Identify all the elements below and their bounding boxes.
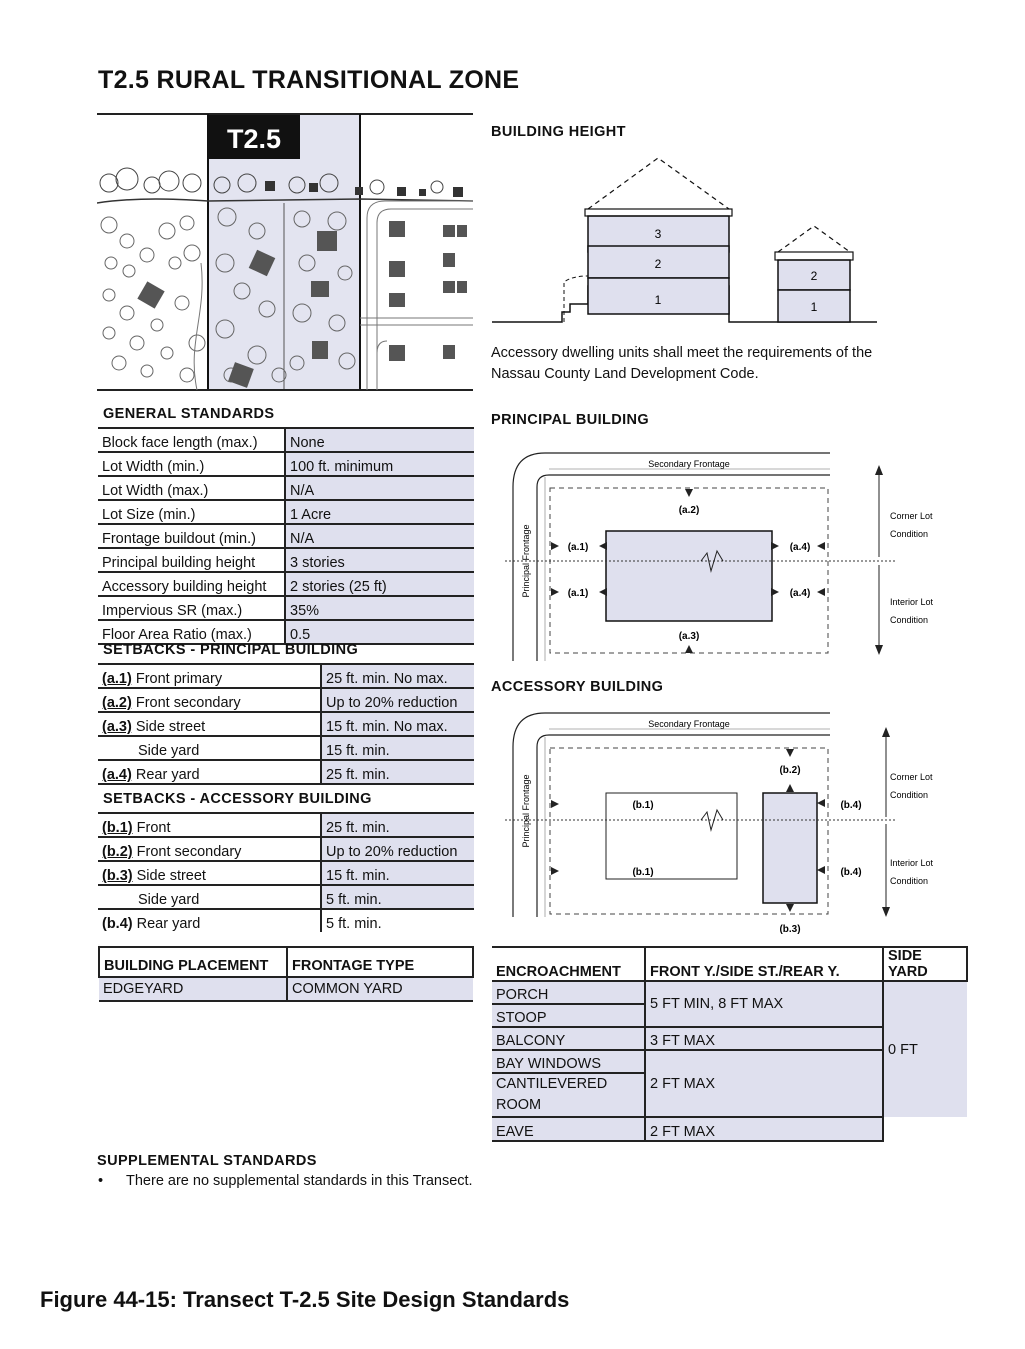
accessory-building-heading: ACCESSORY BUILDING <box>491 679 664 695</box>
setback-b1-interior: (b.1) <box>632 867 654 878</box>
front-value-porch-stoop: 5 FT MIN, 8 FT MAX <box>645 981 883 1027</box>
page-title: T2.5 RURAL TRANSITIONAL ZONE <box>98 66 520 94</box>
building-placement-value: EDGEYARD <box>99 977 287 1001</box>
principal-frontage-label: Principal Frontage <box>521 774 531 848</box>
setback-b2: (b.2) <box>779 765 801 776</box>
encroachment-table <box>492 946 968 1142</box>
front-value-balcony: 3 FT MAX <box>645 1027 883 1050</box>
setback-a2: (a.2) <box>678 505 700 516</box>
table-row: (a.3) Side street 15 ft. min. No max. <box>98 712 474 736</box>
table-row: (a.4) Rear yard 25 ft. min. <box>98 760 474 784</box>
setback-a3: (a.3) <box>678 631 700 642</box>
general-standards-heading: GENERAL STANDARDS <box>103 406 275 422</box>
setback-a1-corner: (a.1) <box>567 542 589 553</box>
principal-floor-2: 2 <box>654 257 662 271</box>
setbacks-principal-heading: SETBACKS - PRINCIPAL BUILDING <box>103 642 359 658</box>
supplemental-heading: SUPPLEMENTAL STANDARDS <box>97 1153 317 1169</box>
table-row: Principal building height 3 stories <box>98 548 474 572</box>
frontage-type-value: COMMON YARD <box>287 977 473 1001</box>
accessory-floor-2: 2 <box>810 269 818 283</box>
table-row: Impervious SR (max.) 35% <box>98 596 474 620</box>
frontage-type-header: FRONTAGE TYPE <box>287 947 473 977</box>
secondary-frontage-label: Secondary Frontage <box>648 459 730 469</box>
interior-lot-condition: Condition <box>890 615 929 625</box>
adu-note: Accessory dwelling units shall meet the requirements of the Nassau County Land Development Code. <box>491 345 873 382</box>
table-row: Lot Width (min.) 100 ft. minimum <box>98 452 474 476</box>
general-standards-table <box>98 427 474 645</box>
principal-building-diagram <box>505 447 945 661</box>
principal-floor-1: 1 <box>654 293 662 307</box>
building-height-heading: BUILDING HEIGHT <box>491 124 626 140</box>
side-yard-header: SIDE YARD <box>883 947 967 981</box>
encroachment-balcony: BALCONY <box>492 1027 645 1050</box>
table-row: Lot Size (min.) 1 Acre <box>98 500 474 524</box>
table-row: Frontage buildout (min.) N/A <box>98 524 474 548</box>
encroachment-bay-windows: BAY WINDOWS <box>492 1050 645 1073</box>
encroachment-stoop: STOOP <box>492 1004 645 1027</box>
side-yard-value: 0 FT <box>883 981 967 1117</box>
zone-badge: T2.5 <box>226 124 282 154</box>
table-row: Accessory building height 2 stories (25 ft) <box>98 572 474 596</box>
setback-b4-interior: (b.4) <box>840 867 862 878</box>
front-value-eave: 2 FT MAX <box>645 1117 883 1141</box>
accessory-floor-1: 1 <box>810 300 818 314</box>
front-value-bay-cantilevered: 2 FT MAX <box>645 1050 883 1117</box>
interior-lot-label: Interior Lot <box>890 858 934 868</box>
figure-caption: Figure 44-15: Transect T-2.5 Site Design Standards <box>40 1287 570 1312</box>
setback-a4-interior: (a.4) <box>789 588 811 599</box>
table-row: Side yard 15 ft. min. <box>98 736 474 760</box>
encroachment-eave: EAVE <box>492 1117 645 1141</box>
table-row: Lot Width (max.) N/A <box>98 476 474 500</box>
encroachment-cantilevered-room: CANTILEVERED ROOM <box>492 1073 645 1117</box>
supplemental-item: • There are no supplemental standards in this Transect. <box>98 1173 473 1189</box>
setbacks-principal-table <box>98 663 474 785</box>
interior-lot-label: Interior Lot <box>890 597 934 607</box>
placement-table <box>98 946 474 1002</box>
building-placement-header: BUILDING PLACEMENT <box>99 947 287 977</box>
setback-a4-corner: (a.4) <box>789 542 811 553</box>
corner-lot-label: Corner Lot <box>890 511 933 521</box>
accessory-building-diagram <box>505 707 945 939</box>
corner-lot-condition: Condition <box>890 529 929 539</box>
principal-frontage-label: Principal Frontage <box>521 524 531 598</box>
secondary-frontage-label: Secondary Frontage <box>648 719 730 729</box>
setback-b4-corner: (b.4) <box>840 800 862 811</box>
principal-floor-3: 3 <box>654 227 662 241</box>
front-yard-header: FRONT Y./SIDE ST./REAR Y. <box>645 947 883 981</box>
setback-b3: (b.3) <box>779 924 801 935</box>
interior-lot-condition: Condition <box>890 876 929 886</box>
building-height-diagram <box>492 152 882 330</box>
encroachment-porch: PORCH <box>492 981 645 1004</box>
transect-illustration <box>97 113 475 391</box>
bullet-icon: • <box>98 1173 104 1189</box>
setback-a1-interior: (a.1) <box>567 588 589 599</box>
table-row: (b.2) Front secondary Up to 20% reduction <box>98 837 474 861</box>
table-row: (a.2) Front secondary Up to 20% reduction <box>98 688 474 712</box>
setbacks-accessory-heading: SETBACKS - ACCESSORY BUILDING <box>103 791 372 807</box>
corner-lot-label: Corner Lot <box>890 772 933 782</box>
table-row: Block face length (max.) None <box>98 428 474 452</box>
table-row: (a.1) Front primary 25 ft. min. No max. <box>98 664 474 688</box>
encroachment-header: ENCROACHMENT <box>492 947 645 981</box>
table-row: Side yard 5 ft. min. <box>98 885 474 909</box>
table-row: (b.3) Side street 15 ft. min. <box>98 861 474 885</box>
corner-lot-condition: Condition <box>890 790 929 800</box>
principal-building-heading: PRINCIPAL BUILDING <box>491 412 650 428</box>
setback-b1-corner: (b.1) <box>632 800 654 811</box>
table-row: (b.1) Front 25 ft. min. <box>98 813 474 837</box>
table-row: Floor Area Ratio (max.) 0.5 <box>98 620 474 644</box>
setbacks-accessory-table <box>98 812 474 932</box>
table-row: (b.4) Rear yard 5 ft. min. <box>98 909 474 932</box>
